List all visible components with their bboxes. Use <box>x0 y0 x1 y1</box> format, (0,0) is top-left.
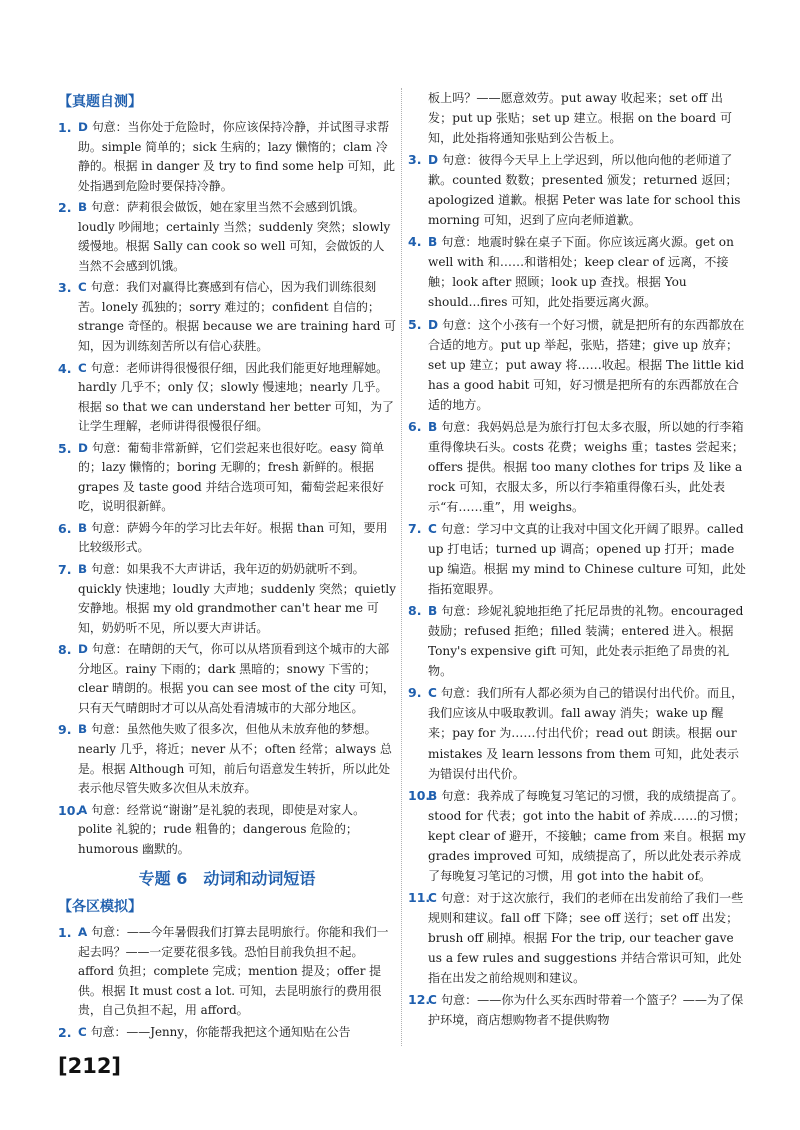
answer-letter: B <box>78 200 88 215</box>
answer-entry <box>408 150 746 230</box>
explanation-text: 句意：葡萄非常新鲜，它们尝起来也很好吃。easy 简单的；lazy 懒惰的；boring 无聊的；fresh 新鲜的。根据 grapes 及 taste good 并结合选项可知，葡萄尝起来很好吃，说明很新鲜。 <box>78 440 385 514</box>
explanation-text: 句意：——Jenny，你能帮我把这个通知贴在公告 <box>90 1024 351 1039</box>
answer-entry <box>58 560 396 638</box>
answer-letter: A <box>78 802 88 817</box>
answer-entry <box>58 519 396 558</box>
question-number: 9. <box>58 722 72 738</box>
column-divider <box>401 88 402 1046</box>
section-title-zhenti: 【真题自测】 <box>58 94 142 110</box>
explanation-text: 句意：当你处于危险时，你应该保持冷静，并试图寻求帮助。simple 简单的；sick 生病的；lazy 懒惰的；clam 冷静的。根据 in danger 及 try to find some help 可知，此处指遇到危险时要保持冷静。 <box>78 120 396 193</box>
answer-entry <box>58 1023 396 1043</box>
question-number: 8. <box>408 603 422 619</box>
explanation-text: 句意：彼得今天早上上学迟到，所以他向他的老师道了歉。counted 数数；presented 颁发；returned 返回；apologized 道歉。根据 Peter was late for school this morning 可知，迟到了应向老师道歉。 <box>428 153 741 228</box>
explanation-text: 句意：我妈妈总是为旅行打包太多衣服，所以她的行李箱重得像块石头。costs 花费；weighs 重；tastes 尝起来；offers 提供。根据 too many clothes for trips 及 like a rock 可知，衣服太多，所以行李箱重得像石头，此处表示“有……重”，用 weighs。 <box>428 419 744 514</box>
explanation-text: 句意：对于这次旅行，我们的老师在出发前给了我们一些规则和建议。fall off 下降；see off 送行；set off 出发；brush off 刷掉。根据 For the trip, our teacher gave us a few rules and suggestions 并结合常识可知，此处指在出发之前给规则和建议。 <box>428 890 744 986</box>
question-number: 3. <box>58 280 72 296</box>
answer-letter: B <box>78 722 88 737</box>
explanation-text: 句意：萨莉很会做饭，她在家里当然不会感到饥饿。loudly 吵闹地；certainly 当然；suddenly 突然；slowly 缓慢地。根据 Sally can cook so well 可知，会做饭的人当然不会感到饥饿。 <box>78 200 391 273</box>
question-number: 6. <box>408 418 422 434</box>
answer-list-moni-right <box>408 150 746 1030</box>
question-number: 4. <box>58 360 72 376</box>
explanation-text: 句意：萨姆今年的学习比去年好。根据 than 可知，要用比较级形式。 <box>78 520 388 555</box>
question-number: 8. <box>58 642 72 658</box>
answer-letter: C <box>78 1024 87 1039</box>
answer-list-moni-left <box>58 923 396 1042</box>
question-number: 11. <box>408 889 431 905</box>
question-number: 4. <box>408 234 422 250</box>
answer-entry <box>408 786 746 886</box>
explanation-text: 句意：如果我不大声讲话，我年迈的奶奶就听不到。quickly 快速地；loudly 大声地；suddenly 突然；quietly 安静地。根据 my old grandmother can't hear me 可知，奶奶听不见，所以要大声讲话。 <box>78 562 396 635</box>
answer-letter: C <box>78 360 87 375</box>
section-title-moni: 【各区模拟】 <box>58 899 142 916</box>
explanation-text: 句意：在晴朗的天气，你可以从塔顶看到这个城市的大部分地区。rainy 下雨的；dark 黑暗的；snowy 下雪的；clear 晴朗的。根据 you can see most of the city 可知，只有天气晴朗时才可以从高处看清城市的大部分地区。 <box>78 642 395 715</box>
question-number: 7. <box>58 562 72 578</box>
chapter-title: 专题 6 动词和动词短语 <box>138 869 316 889</box>
question-number: 1. <box>58 925 72 941</box>
answer-entry <box>408 519 746 599</box>
answer-entry <box>408 417 746 517</box>
explanation-text: 句意：我养成了每晚复习笔记的习惯，我的成绩提高了。stood for 代表；got into the habit of 养成……的习惯；kept clear of 避开，不接触；came from 来自。根据 my grades improved 可知，成绩提高了，所以此处表示养成了每晚复习笔记的习惯，用 got into the habit of。 <box>428 788 746 883</box>
explanation-text: 句意：珍妮礼貌地拒绝了托尼昂贵的礼物。encouraged 鼓励；refused 拒绝；filled 装满；entered 进入。根据 Tony's expensive gift 可知，此处表示拒绝了昂贵的礼物。 <box>428 604 744 679</box>
answer-entry <box>58 439 396 517</box>
explanation-text: 句意：地震时躲在桌子下面。你应该远离火源。get on well with 和……和谐相处；keep clear of 远离，不接触；look after 照顾；look up 查找。根据 You should...fires 可知，此处指要远离火源。 <box>428 235 734 310</box>
answer-letter: D <box>78 642 88 657</box>
answer-letter: B <box>78 520 88 535</box>
answer-entry <box>58 801 396 860</box>
answer-letter: C <box>428 521 437 536</box>
answer-letter: B <box>428 788 438 803</box>
question-number: 9. <box>408 685 422 701</box>
left-column <box>58 88 396 1045</box>
explanation-text: 句意：虽然他失败了很多次，但他从未放弃他的梦想。nearly 几乎，将近；never 从不；often 经常；always 总是。根据 Although 可知，前后句语意发生转折，所以此处表示他尽管失败多次但从未放弃。 <box>78 722 392 796</box>
answer-letter: D <box>78 120 88 134</box>
answer-letter: B <box>428 604 438 619</box>
question-number: 10. <box>58 802 81 818</box>
answer-entry <box>408 990 746 1030</box>
answer-entry <box>408 601 746 681</box>
answer-letter: A <box>78 925 88 940</box>
answer-entry <box>408 888 746 988</box>
explanation-text: 句意：学习中文真的让我对中国文化开阔了眼界。called up 打电话；turned up 调高；opened up 打开；made up 编造。根据 my mind to Chinese culture 可知，此处指拓宽眼界。 <box>428 521 746 597</box>
answer-letter: C <box>428 686 437 701</box>
question-number: 5. <box>58 440 72 456</box>
explanation-text: 句意：老师讲得很慢很仔细，因此我们能更好地理解她。hardly 几乎不；only 仅；slowly 慢速地；nearly 几乎。根据 so that we can understand her better 可知，为了让学生理解，老师讲得很慢很仔细。 <box>78 360 394 434</box>
answer-letter: D <box>78 440 88 455</box>
explanation-text: 句意：——今年暑假我们打算去昆明旅行。你能和我们一起去吗？——一定要花很多钱。恐怕目前我负担不起。afford 负担；complete 完成；mention 提及；offer 提供。根据 It must cost a lot. 可知，去昆明旅行的费用很贵，自己负担不起，用 afford。 <box>78 925 389 1018</box>
question-number: 5. <box>408 316 422 332</box>
answer-entry <box>58 278 396 356</box>
question-number: 12. <box>408 992 431 1008</box>
continuation-text <box>408 88 746 148</box>
answer-letter: C <box>78 280 87 295</box>
explanation-text: 句意：我们对赢得比赛感到有信心，因为我们训练很刻苦。lonely 孤独的；sorry 难过的；confident 自信的；strange 奇怪的。根据 because we are training hard 可知，因为训练刻苦所以有信心获胜。 <box>78 280 396 354</box>
explanation-text: 句意：我们所有人都必须为自己的错误付出代价。而且，我们应该从中吸取教训。fall away 消失；wake up 醒来；pay for 为……付出代价；read out 朗读。根据 our mistakes 及 learn lessons from them 可知，此处表示为错误付出代价。 <box>428 686 744 781</box>
question-number: 6. <box>58 520 72 536</box>
answer-letter: B <box>428 235 438 250</box>
answer-entry <box>58 118 396 196</box>
answer-letter: C <box>428 993 437 1008</box>
explanation-text: 句意：经常说“谢谢”是礼貌的表现，即使是对家人。polite 礼貌的；rude 粗鲁的；dangerous 危险的；humorous 幽默的。 <box>78 802 365 856</box>
answer-letter: D <box>428 153 439 168</box>
answer-entry <box>58 923 396 1021</box>
answer-entry <box>58 359 396 437</box>
question-number: 7. <box>408 520 422 536</box>
answer-entry <box>408 315 746 415</box>
answer-entry <box>58 640 396 718</box>
answer-letter: B <box>78 562 88 577</box>
right-column <box>408 88 746 1032</box>
question-number: 1. <box>58 120 72 135</box>
question-number: 2. <box>58 200 72 216</box>
question-number: 10. <box>408 787 431 803</box>
explanation-text: 句意：——你为什么买东西时带着一个篮子？——为了保护环境，商店想购物者不提供购物 <box>428 993 744 1028</box>
answer-letter: B <box>428 419 438 434</box>
answer-entry <box>408 683 746 783</box>
continuation-body: 板上吗？——愿意效劳。put away 收起来；set off 出发；put up 张贴；set up 建立。根据 on the board 可知，此处指将通知张贴到公告板上。 <box>428 91 733 146</box>
question-number: 3. <box>408 152 422 168</box>
answer-entry <box>58 720 396 798</box>
answer-list-zhenti <box>58 118 396 859</box>
explanation-text: 句意：这个小孩有一个好习惯，就是把所有的东西都放在合适的地方。put up 举起，张贴，搭建；give up 放弃；set up 建立；put away 将……收起。根据 The little kid has a good habit 可知，好习惯是把所有的东西都放在合适的地方。 <box>428 317 745 412</box>
answer-letter: D <box>428 317 439 332</box>
question-number: 2. <box>58 1024 72 1040</box>
answer-entry <box>408 232 746 312</box>
answer-letter: C <box>428 890 437 905</box>
page-number: [212] <box>58 1054 122 1078</box>
answer-entry <box>58 198 396 276</box>
